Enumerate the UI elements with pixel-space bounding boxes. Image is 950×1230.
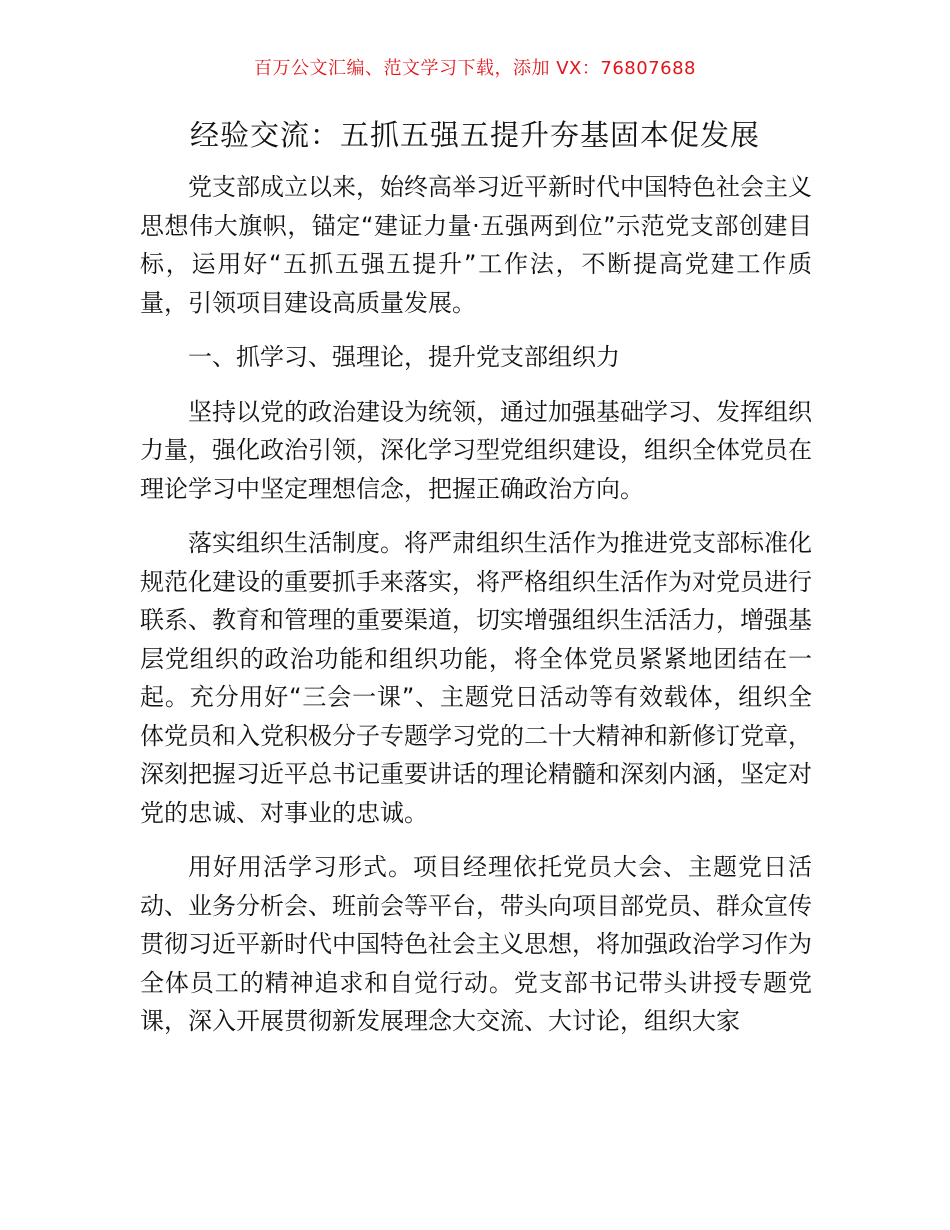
section-heading-1: 一、抓学习、强理论，提升党支部组织力: [188, 343, 620, 371]
intro-paragraph: 党支部成立以来，始终高举习近平新时代中国特色社会主义思想伟大旗帜，锚定“建证力量·五强两到位”示范党支部创建目标，运用好“五抓五强五提升”工作法，不断提高党建工作质量，引领项目建设高质量发展。: [140, 173, 812, 317]
document-body: [140, 168, 812, 1057]
body-paragraph: 坚持以党的政治建设为统领，通过加强基础学习、发挥组织力量，强化政治引领，深化学习型党组织建设，组织全体党员在理论学习中坚定理想信念，把握正确政治方向。: [140, 397, 812, 503]
document-title: 经验交流：五抓五强五提升夯基固本促发展: [189, 118, 760, 152]
body-paragraph: 落实组织生活制度。将严肃组织生活作为推进党支部标准化规范化建设的重要抓手来落实，将严格组织生活作为对党员进行联系、教育和管理的重要渠道，切实增强组织生活活力，增强基层党组织的政治功能和组织功能，将全体党员紧紧地团结在一起。充分用好“三会一课”、主题党日活动等有效载体，组织全体党员和入党积极分子专题学习党的二十大精神和新修订党章，深刻把握习近平总书记重要讲话的理论精髓和深刻内涵，坚定对党的忠诚、对事业的忠诚。: [140, 529, 812, 827]
body-paragraph: 用好用活学习形式。项目经理依托党员大会、主题党日活动、业务分析会、班前会等平台，带头向项目部党员、群众宣传贯彻习近平新时代中国特色社会主义思想，将加强政治学习作为全体员工的精神追求和自觉行动。党支部书记带头讲授专题党课，深入开展贯彻新发展理念大交流、大讨论，组织大家: [140, 853, 812, 1035]
promo-header: 百万公文汇编、范文学习下载，添加 VX：76807688: [254, 58, 696, 79]
